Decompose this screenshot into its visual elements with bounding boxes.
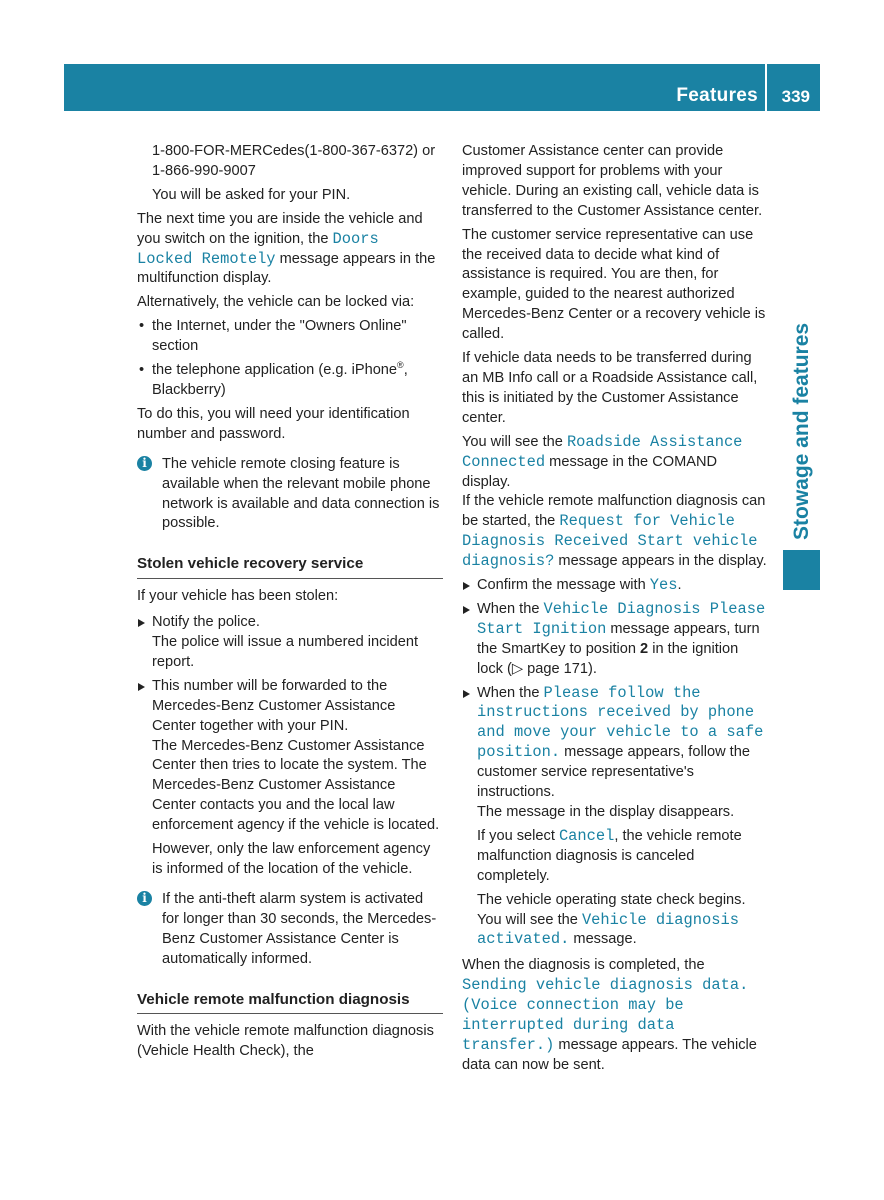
- display-message: Roadside Assistance Connected: [462, 432, 743, 471]
- left-column: [137, 142, 443, 1066]
- step-item: Notify the police. The police will issue a numbered incident report.: [137, 613, 443, 673]
- display-message: Cancel: [558, 826, 615, 845]
- info-icon: i: [137, 456, 152, 471]
- list-item: • the telephone application (e.g. iPhone®, Blackberry): [139, 360, 408, 398]
- chapter-side-tab: [783, 290, 820, 590]
- display-message: Yes: [649, 576, 678, 595]
- step-arrow-icon: [138, 619, 145, 627]
- display-message: Request for Vehicle Diagnosis Received Start vehicle diagnosis?: [462, 512, 758, 571]
- pin-note: You will be asked for your PIN.: [152, 186, 351, 203]
- page-header-bar: [64, 64, 820, 111]
- info-note: i The vehicle remote closing feature is available when the relevant mobile phone network is available and data connection is possible.: [137, 455, 443, 535]
- step-arrow-icon: [463, 606, 470, 614]
- chapter-tab-label: Stowage and features: [790, 322, 813, 540]
- page-title: Features: [676, 85, 758, 106]
- page-number: 339: [781, 87, 810, 106]
- right-column: [462, 142, 768, 1080]
- paragraph: You will see the Roadside Assistance Connected message in the COMAND display.: [462, 432, 743, 490]
- paragraph: Customer Assistance center can provide improved support for problems with your vehicle. During an existing call, vehicle data is transferred to the Customer Assistance center.: [462, 143, 763, 219]
- step-item: When the Please follow the instructions received by phone and move your vehicle to a safe position. message appears, follow the customer service representative's instructions. The message in the display disappears. If you select Cancel, the vehicle remote malfunction diagnosis is canceled completely. The vehicle operating state check begins. You will see the Vehicle diagnosis activated. message.: [462, 684, 768, 951]
- paragraph: The customer service representative can use the received data to decide what kind of assistance is required. You are then, for example, guided to the nearest authorized Mercedes-Benz Center or a recovery vehicle is called.: [462, 226, 766, 343]
- chapter-tab-marker: [783, 550, 820, 590]
- paragraph: Alternatively, the vehicle can be locked via:: [137, 294, 415, 311]
- display-message: Doors Locked Remotely: [137, 229, 379, 268]
- step-arrow-icon: [138, 683, 145, 691]
- display-message: Please follow the instructions received by phone and move your vehicle to a safe position.: [477, 683, 764, 762]
- display-message: Sending vehicle diagnosis data. (Voice connection may be interrupted during data transfer.): [462, 976, 749, 1054]
- paragraph: With the vehicle remote malfunction diagnosis (Vehicle Health Check), the: [137, 1023, 434, 1060]
- paragraph: To do this, you will need your identification number and password.: [137, 405, 410, 442]
- bullet-icon: •: [139, 318, 145, 335]
- display-message: Vehicle diagnosis activated.: [477, 910, 739, 949]
- paragraph: If vehicle data needs to be transferred during an MB Info call or a Roadside Assistance call, this is initiated by the Customer Assistance center.: [462, 350, 758, 426]
- step-item: This number will be forwarded to the Mercedes-Benz Customer Assistance Center together with your PIN. The Mercedes-Benz Customer Assistance Center then tries to locate the system. The Mercedes-Benz Customer Assistance Center contacts you and the local law enforcement agency if the vehicle is located. However, only the law enforcement agency is informed of the location of the vehicle.: [137, 677, 443, 880]
- phone-numbers: 1-800-FOR-MERCedes(1-800-367-6372) or 1-866-990-9007: [152, 143, 436, 179]
- section-heading: Vehicle remote malfunction diagnosis: [137, 990, 443, 1015]
- paragraph: If your vehicle has been stolen:: [137, 588, 339, 605]
- info-icon: i: [137, 891, 152, 906]
- display-message: Vehicle Diagnosis Please Start Ignition: [477, 599, 766, 638]
- step-item: Confirm the message with Yes.: [462, 576, 768, 596]
- info-note: i If the anti-theft alarm system is activated for longer than 30 seconds, the Mercedes-Benz Customer Assistance Center is automatically informed.: [137, 890, 443, 970]
- paragraph: When the diagnosis is completed, the Sending vehicle diagnosis data. (Voice connection may be interrupted during data transfer.) message appears. The vehicle data can now be sent.: [462, 957, 757, 1073]
- bullet-icon: •: [139, 362, 145, 379]
- header-divider: [765, 64, 767, 111]
- step-arrow-icon: [463, 690, 470, 698]
- paragraph: The next time you are inside the vehicle and you switch on the ignition, the Doors Locked Remotely message appears in the multifunction display.: [137, 210, 436, 287]
- list-item: • the Internet, under the "Owners Online" section: [139, 318, 407, 355]
- step-arrow-icon: [463, 582, 470, 590]
- section-heading: Stolen vehicle recovery service: [137, 554, 443, 579]
- paragraph: If the vehicle remote malfunction diagnosis can be started, the Request for Vehicle Diagnosis Received Start vehicle diagnosis? message appears in the display.: [462, 493, 767, 571]
- step-item: When the Vehicle Diagnosis Please Start Ignition message appears, turn the SmartKey to position 2 in the ignition lock (▷ page 171).: [462, 600, 768, 680]
